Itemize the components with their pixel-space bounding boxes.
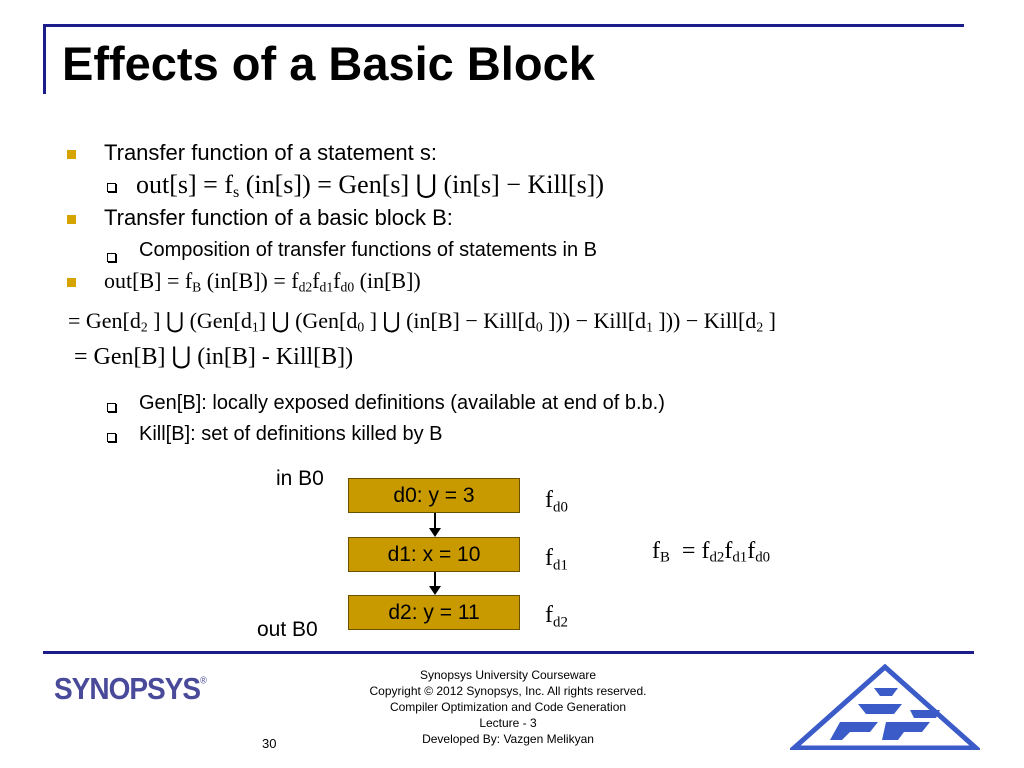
sub-bullet-marker [107, 253, 116, 262]
sub-bullet-marker [107, 433, 116, 442]
formula-result: = Gen[B] ⋃ (in[B] - Kill[B]) [74, 344, 354, 370]
formula-expansion: = $Gen[d_2$ ] ⋃ ($Gen[d_1]$ ⋃ ($Gen[d_0$ ] ⋃ ($in[B] - Kill[d_0$ ])) − $Kill[d_1$ ])) − $Kill[d_2$ ] [68, 308, 776, 335]
bullet-marker [67, 150, 76, 159]
arrow-d0-d1 [429, 513, 441, 537]
block-d1: d1: x = 10 [348, 537, 520, 572]
synopsys-logo: SYNOPSYS® [54, 671, 207, 706]
title-frame-left [43, 24, 46, 94]
block-d2: d2: y = 11 [348, 595, 520, 630]
footer-line: Synopsys University Courseware [419, 668, 597, 682]
footer-credits [330, 667, 686, 747]
footer-line: Developed By: Vazgen Melikyan [422, 732, 594, 746]
block-d0: d0: y = 3 [348, 478, 520, 513]
footer-line: Compiler Optimization and Code Generation [389, 700, 627, 714]
footer-line: Copyright © 2012 Synopsys, Inc. All rights reserved. [369, 684, 647, 698]
sub-bullet-marker [107, 183, 116, 192]
fn-d2-label: $f_{d2}$ [545, 602, 568, 631]
slide-title: Effects of a Basic Block [62, 37, 595, 90]
title-frame-top [43, 24, 964, 27]
formula-fb-composition: $f_B = f_{d2}f_{d1}f_{d0}$ [652, 538, 771, 566]
gen-definition: Gen[B]: locally exposed definitions (available at end of b.b.) [139, 392, 665, 414]
page-number: 30 [262, 736, 277, 751]
formula-statement: $out[s] = f_s$ (in[s]) = Gen[s] ⋃ (in[s] − Kill[s]) [136, 170, 605, 202]
bullet-statement-transfer: Transfer function of a statement s: [104, 140, 438, 165]
sub-bullet-marker [107, 403, 116, 412]
arrow-d1-d2 [429, 572, 441, 595]
fn-d0-label: $f_{d0}$ [545, 487, 568, 516]
formula-block: $out[B] = f_B$ $(in[B]) = f_{d2}f_{d1}f_{d0}$ (in[B]) [104, 268, 421, 295]
fn-d1-label: $f_{d1}$ [545, 545, 568, 574]
footer-rule [43, 651, 974, 654]
out-b0-label: out B0 [257, 618, 318, 641]
sub-bullet-composition: Composition of transfer functions of statements in B [139, 239, 597, 261]
courseware-emblem-icon [790, 664, 980, 750]
bullet-marker [67, 278, 76, 287]
in-b0-label: in B0 [276, 467, 324, 490]
kill-definition: Kill[B]: set of definitions killed by B [139, 423, 443, 445]
flow-arrows [420, 512, 450, 598]
footer-line: Lecture - 3 [479, 716, 537, 730]
bullet-marker [67, 215, 76, 224]
bullet-block-transfer: Transfer function of a basic block B: [104, 205, 453, 230]
